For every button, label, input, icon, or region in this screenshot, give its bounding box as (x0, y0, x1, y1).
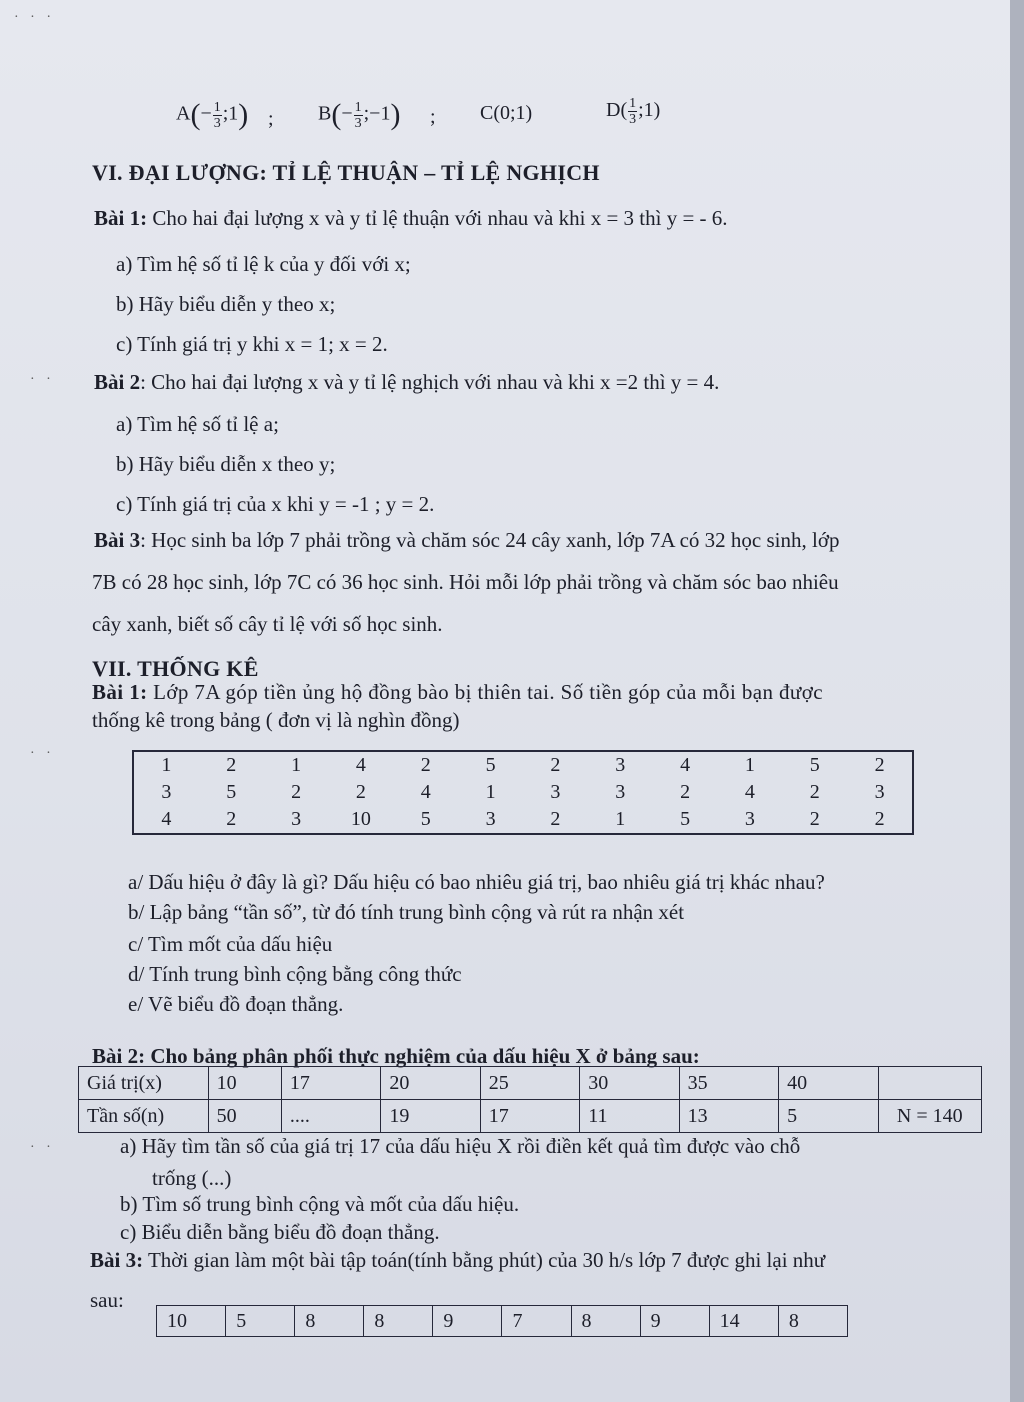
table-cell: 2 (291, 781, 302, 803)
table-cell: 10 (157, 1306, 226, 1337)
table-cell: 5 (226, 781, 237, 803)
table-cell: 2 (420, 754, 431, 776)
table-cell: 5 (809, 754, 820, 776)
table-cell: 1 (291, 754, 302, 776)
table-cell: 3 (615, 754, 626, 776)
table-cell: 1 (485, 781, 496, 803)
table-cell: 2 (226, 754, 237, 776)
exercise-item: c) Biểu diễn bằng biểu đồ đoạn thẳng. (120, 1220, 440, 1244)
option-d: D( $\frac{1}{3}$ ;1) (606, 96, 661, 127)
table-cell: 8 (295, 1306, 364, 1337)
table-cell: 3 (291, 808, 302, 830)
table-cell: N = 140 (878, 1100, 982, 1133)
table-cell: 3 (874, 781, 885, 803)
table-cell: 2 (355, 781, 366, 803)
table-cell: 7 (502, 1306, 571, 1337)
table-cell: 4 (355, 754, 366, 776)
row-header-cell: Giá trị(x) (79, 1067, 209, 1100)
exercise-item: c) Tính giá trị của x khi y = -1 ; y = 2. (116, 492, 435, 516)
table-cell: 2 (874, 808, 885, 830)
row-header-cell: Tần số(n) (79, 1100, 209, 1133)
table-cell: 3 (615, 781, 626, 803)
table-cell: 8 (364, 1306, 433, 1337)
table-cell: 2 (680, 781, 691, 803)
exercise-7-2-heading: Bài 2: Cho bảng phân phối thực nghiệm của dấu hiệu X ở bảng sau: (92, 1044, 700, 1068)
table-cell: 13 (679, 1100, 778, 1133)
exercise-7-1: Bài 1: Lớp 7A góp tiền ủng hộ đồng bào bị thiên tai. Số tiền góp của mỗi bạn được (92, 680, 823, 704)
margin-mark: · · (30, 372, 55, 387)
table-cell: 3 (550, 781, 561, 803)
option-c: C(0;1) (480, 102, 533, 124)
exercise-item: b) Hãy biểu diễn x theo y; (116, 452, 336, 476)
exercise-item: trống (...) (152, 1166, 232, 1190)
table-cell: 10 (208, 1067, 281, 1100)
table-cell: 4 (680, 754, 691, 776)
exercise-item: a) Hãy tìm tần số của giá trị 17 của dấu hiệu X rồi điền kết quả tìm được vào chỗ (120, 1134, 801, 1158)
table-cell: 2 (809, 808, 820, 830)
section-heading-7: VII. THỐNG KÊ (92, 656, 259, 681)
exercise-6-3: Bài 3: Học sinh ba lớp 7 phải trồng và chăm sóc 24 cây xanh, lớp 7A có 32 học sinh, lớp (94, 528, 840, 552)
table-cell: 30 (580, 1067, 679, 1100)
table-cell: 3 (744, 808, 755, 830)
exercise-item: a/ Dấu hiệu ở đây là gì? Dấu hiệu có bao nhiêu giá trị, bao nhiêu giá trị khác nhau? (128, 870, 825, 894)
exercise-item: d/ Tính trung bình cộng bằng công thức (128, 962, 462, 986)
exercise-text-line: 7B có 28 học sinh, lớp 7C có 36 học sinh. Hỏi mỗi lớp phải trồng và chăm sóc bao nhiêu (92, 570, 839, 594)
time-table (156, 1305, 848, 1337)
table-cell: 19 (381, 1100, 480, 1133)
exercise-item: b) Hãy biểu diễn y theo x; (116, 292, 336, 316)
table-cell: 2 (809, 781, 820, 803)
option-b: B(− $\frac{1}{3}$ ;−1) (318, 98, 401, 131)
table-cell: 1 (744, 754, 755, 776)
margin-mark: · · · (14, 10, 55, 25)
exercise-text-line: cây xanh, biết số cây tỉ lệ với số học sinh. (92, 612, 443, 636)
table-cell: 4 (161, 808, 172, 830)
section-heading-6: VI. ĐẠI LƯỢNG: TỈ LỆ THUẬN – TỈ LỆ NGHỊCH (92, 160, 600, 185)
table-cell: 5 (485, 754, 496, 776)
margin-mark: · · (30, 1140, 55, 1155)
table-row (133, 779, 913, 806)
table-cell: 5 (680, 808, 691, 830)
exercise-6-1: Bài 1: Cho hai đại lượng x và y tỉ lệ thuận với nhau và khi x = 3 thì y = - 6. (94, 206, 728, 230)
table-cell: 9 (433, 1306, 502, 1337)
table-cell: 5 (779, 1100, 878, 1133)
table-cell: 4 (744, 781, 755, 803)
option-separator: ; (268, 108, 274, 130)
table-cell: .... (281, 1100, 380, 1133)
option-separator: ; (430, 106, 436, 128)
table-cell: 1 (615, 808, 626, 830)
exercise-text-line: thống kê trong bảng ( đơn vị là nghìn đồng) (92, 708, 460, 732)
exercise-item: e/ Vẽ biểu đồ đoạn thẳng. (128, 992, 344, 1016)
exercise-item: c) Tính giá trị y khi x = 1; x = 2. (116, 332, 388, 356)
table-cell: 8 (778, 1306, 847, 1337)
frequency-table (78, 1066, 982, 1133)
table-cell: 20 (381, 1067, 480, 1100)
table-cell: 2 (226, 808, 237, 830)
table-cell: 3 (161, 781, 172, 803)
exercise-7-3: Bài 3: Thời gian làm một bài tập toán(tính bằng phút) của 30 h/s lớp 7 được ghi lại như (90, 1248, 826, 1272)
table-row (157, 1306, 848, 1337)
table-cell: 14 (709, 1306, 778, 1337)
exercise-6-2: Bài 2: Cho hai đại lượng x và y tỉ lệ nghịch với nhau và khi x =2 thì y = 4. (94, 370, 720, 394)
table-cell: 50 (208, 1100, 281, 1133)
table-row (133, 751, 913, 779)
exercise-item: c/ Tìm mốt của dấu hiệu (128, 932, 333, 956)
exercise-item: a) Tìm hệ số tỉ lệ a; (116, 412, 279, 436)
table-cell: 40 (779, 1067, 878, 1100)
page-edge (1010, 0, 1024, 1402)
table-cell: 4 (420, 781, 431, 803)
table-cell: 2 (550, 808, 561, 830)
table-cell: 35 (679, 1067, 778, 1100)
table-row (133, 806, 913, 834)
table-cell: 2 (550, 754, 561, 776)
table-cell: 5 (226, 1306, 295, 1337)
table-cell: 17 (480, 1100, 579, 1133)
table-cell: 9 (640, 1306, 709, 1337)
table-row (79, 1067, 982, 1100)
table-cell: 10 (350, 808, 371, 830)
exercise-item: a) Tìm hệ số tỉ lệ k của y đối với x; (116, 252, 411, 276)
exercise-item: b) Tìm số trung bình cộng và mốt của dấu hiệu. (120, 1192, 520, 1216)
exercise-text-line: sau: (90, 1288, 124, 1312)
table-cell: 5 (420, 808, 431, 830)
margin-mark: · · (30, 746, 55, 761)
donation-table (132, 750, 914, 835)
table-cell: 11 (580, 1100, 679, 1133)
table-cell (878, 1067, 982, 1100)
exercise-item: b/ Lập bảng “tần số”, từ đó tính trung bình cộng và rút ra nhận xét (128, 900, 685, 924)
table-cell: 2 (874, 754, 885, 776)
table-cell: 3 (485, 808, 496, 830)
table-row (79, 1100, 982, 1133)
table-cell: 25 (480, 1067, 579, 1100)
option-a: A(− $\frac{1}{3}$ ;1) (176, 98, 249, 131)
table-cell: 1 (161, 754, 172, 776)
table-cell: 17 (281, 1067, 380, 1100)
table-cell: 8 (571, 1306, 640, 1337)
